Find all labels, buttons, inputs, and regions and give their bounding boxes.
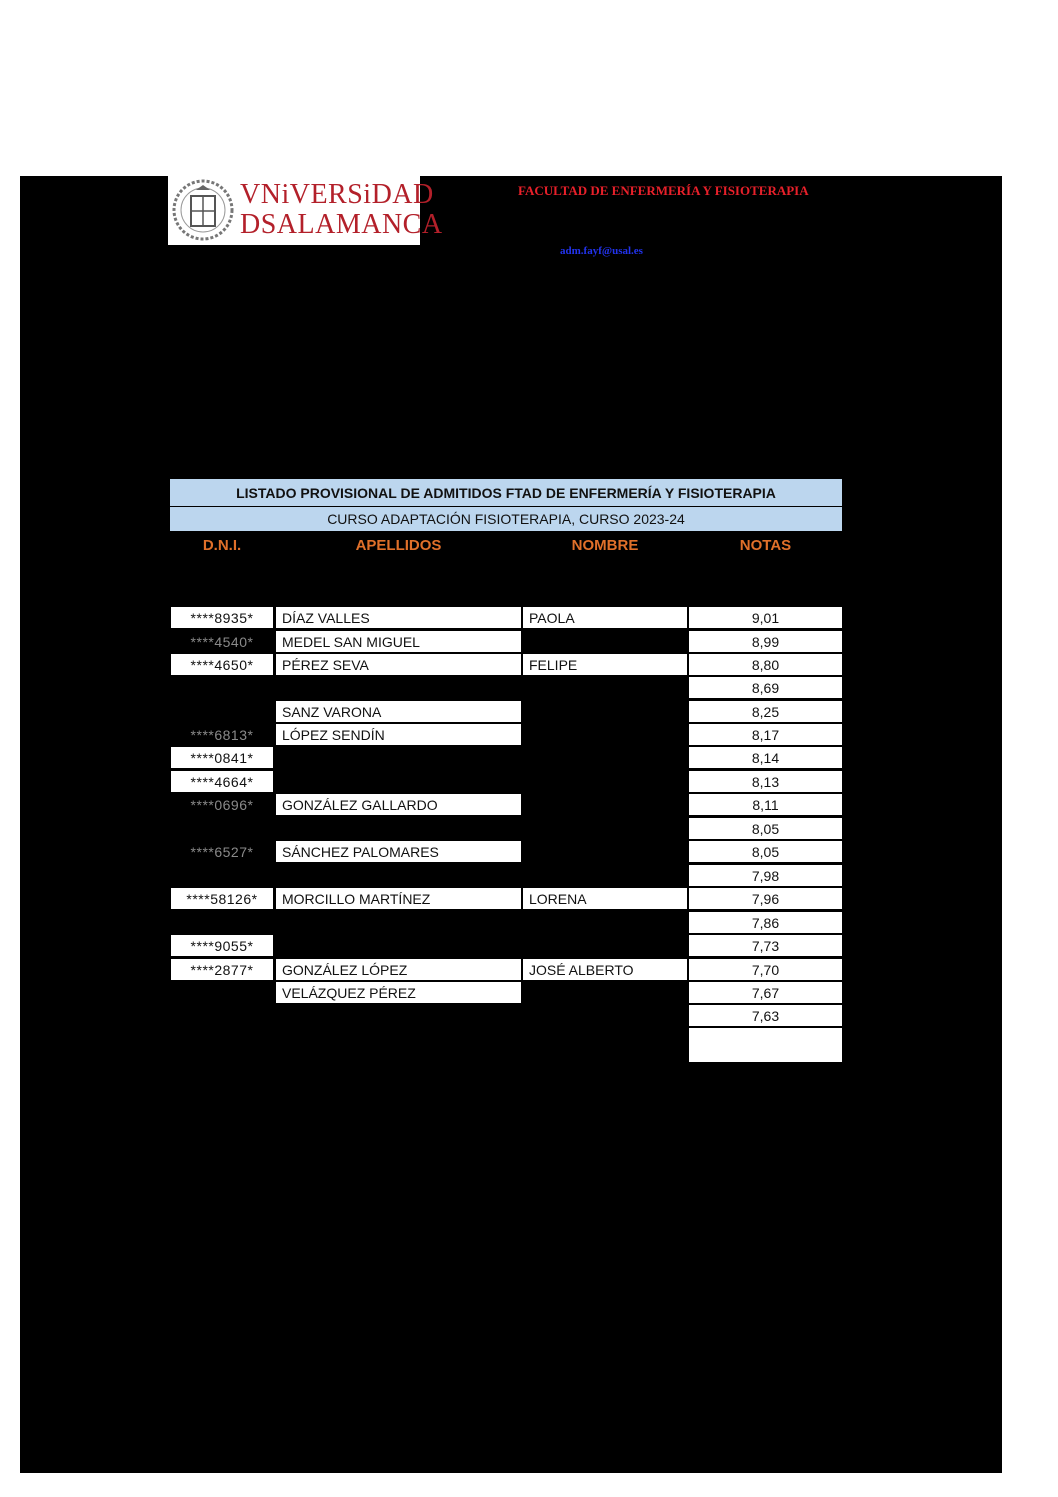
university-crest-icon [170, 178, 236, 242]
dni-cell: ****6813* [190, 727, 254, 743]
nota-cell: 7,86 [688, 911, 843, 934]
dni-cell: ****8935* [170, 606, 274, 629]
nota-cell: 7,63 [688, 1004, 843, 1027]
nota-cell: 9,01 [688, 606, 843, 629]
column-header-nombre: NOMBRE [571, 537, 639, 554]
nombre-cell: LORENA [522, 887, 688, 910]
nota-cell: 7,67 [688, 981, 843, 1004]
apellidos-cell: SÁNCHEZ PALOMARES [275, 840, 522, 863]
nombre-cell: PAOLA [522, 606, 688, 629]
dni-cell: ****0696* [190, 797, 254, 813]
dni-cell: ****4650* [170, 653, 274, 676]
nota-cell: 7,73 [688, 934, 843, 957]
nota-cell: 7,70 [688, 958, 843, 981]
nombre-cell: JOSÉ ALBERTO [522, 958, 688, 981]
dni-cell: ****9055* [170, 934, 274, 957]
nota-cell: 7,96 [688, 887, 843, 910]
nota-cell: 8,69 [688, 676, 843, 699]
nota-cell: 8,99 [688, 630, 843, 653]
table-title: LISTADO PROVISIONAL DE ADMITIDOS FTAD DE ENFERMERÍA Y FISIOTERAPIA [170, 479, 842, 506]
apellidos-cell: PÉREZ SEVA [275, 653, 522, 676]
apellidos-cell: LÓPEZ SENDÍN [275, 723, 522, 746]
nota-cell: 8,25 [688, 700, 843, 723]
nombre-cell: FELIPE [522, 653, 688, 676]
logo-text-line1: VNiVERSiDAD [240, 179, 434, 210]
nota-cell: 7,98 [688, 864, 843, 887]
dni-cell: ****58126* [170, 887, 274, 910]
dni-cell: ****6527* [190, 844, 254, 860]
logo-text-line2: DSALAMANCA [240, 209, 443, 240]
column-header-notas: NOTAS [739, 537, 792, 554]
faculty-name: FACULTAD DE ENFERMERÍA Y FISIOTERAPIA [518, 183, 809, 198]
table-subtitle: CURSO ADAPTACIÓN FISIOTERAPIA, CURSO 2023-24 [170, 507, 842, 531]
nota-cell: 8,11 [688, 793, 843, 816]
nota-cell: 8,17 [688, 723, 843, 746]
apellidos-cell: DÍAZ VALLES [275, 606, 522, 629]
nota-cell: 8,05 [688, 817, 843, 840]
apellidos-cell: VELÁZQUEZ PÉREZ [275, 981, 522, 1004]
dni-cell: ****4540* [190, 634, 254, 650]
nota-cell: 8,13 [688, 770, 843, 793]
apellidos-cell: GONZÁLEZ GALLARDO [275, 793, 522, 816]
university-logo [168, 176, 443, 245]
column-header-apellidos: APELLIDOS [355, 537, 442, 554]
dni-cell: ****0841* [170, 746, 274, 769]
empty-cell [688, 1027, 843, 1063]
dni-cell: ****4664* [170, 770, 274, 793]
column-header-dni: D.N.I. [202, 537, 242, 554]
page-sheet [20, 176, 1002, 1473]
apellidos-cell: MEDEL SAN MIGUEL [275, 630, 522, 653]
contact-email[interactable]: adm.fayf@usal.es [560, 245, 643, 257]
nota-cell: 8,05 [688, 840, 843, 863]
nota-cell: 8,14 [688, 746, 843, 769]
nota-cell: 8,80 [688, 653, 843, 676]
dni-cell: ****2877* [170, 958, 274, 981]
apellidos-cell: SANZ VARONA [275, 700, 522, 723]
apellidos-cell: GONZÁLEZ LÓPEZ [275, 958, 522, 981]
apellidos-cell: MORCILLO MARTÍNEZ [275, 887, 522, 910]
